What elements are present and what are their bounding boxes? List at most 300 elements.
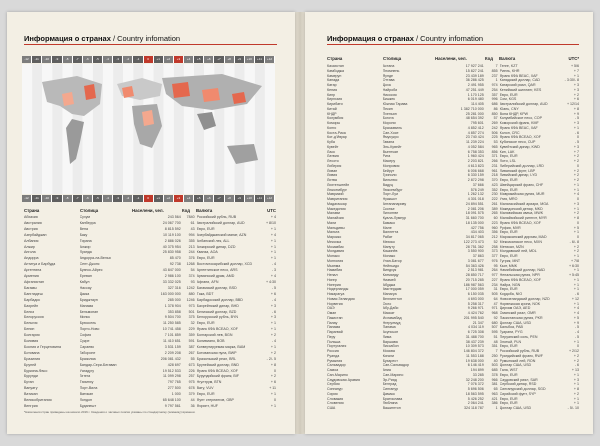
table-cell: Сирийский фунт, SYP: [499, 391, 536, 396]
table-cell: + 7: [573, 149, 579, 154]
table-cell: 37 863: [472, 254, 484, 258]
table-cell: Нуакшот: [382, 197, 397, 201]
table-cell: 10 741 458: [162, 327, 181, 332]
table-cell: - 3:30/- 8: [564, 78, 579, 83]
timezone-cell: -5: [93, 56, 103, 63]
table-cell: Панама: [382, 325, 396, 330]
table-cell: 285 000: [167, 297, 181, 302]
timezone-cell: -7: [73, 195, 83, 202]
table-cell: + 2: [573, 211, 579, 216]
table-cell: + 1: [270, 244, 276, 249]
table-cell: Юань, CNY: [499, 106, 519, 111]
table-cell: Бразилиа: [79, 356, 96, 361]
table-cell: + 1: [573, 372, 579, 377]
table-cell: 6 758 353: [467, 149, 484, 154]
table-cell: Монровия: [382, 163, 400, 168]
left-title-en: / Country infomation: [110, 34, 181, 43]
table-cell: 2 513 981: [467, 268, 484, 273]
table-cell: Малайзийский ринггит, MYR: [499, 216, 547, 220]
table-cell: Малайзия: [327, 216, 344, 220]
table-cell: - 4: [271, 262, 276, 267]
table-cell: Латвия: [327, 154, 339, 159]
table-cell: Конвертируемая марка, BAM: [196, 344, 246, 349]
table-cell: 505: [491, 292, 498, 296]
table-cell: 60: [493, 216, 498, 220]
table-cell: + 2: [573, 353, 579, 358]
table-cell: 234: [491, 282, 498, 287]
table-cell: 9 504 700: [164, 315, 181, 320]
table-cell: 24 894 551: [465, 201, 484, 206]
timezone-cell: -10: [42, 195, 52, 202]
table-cell: Франк КФА BCEAO, XOF: [499, 277, 541, 282]
timezone-cell: +2: [164, 56, 174, 63]
table-cell: Россия: [327, 349, 339, 353]
table-cell: Пакистанская рупия, PKR: [499, 315, 543, 320]
table-cell: 4 052 584: [467, 144, 484, 149]
table-cell: + 6: [270, 291, 276, 296]
timezone-cell: +4: [184, 195, 194, 202]
table-cell: 0: [577, 135, 579, 140]
table-cell: Парагвай: [327, 330, 343, 334]
header-country: Страна: [24, 208, 40, 213]
table-cell: 24 067 700: [162, 220, 181, 225]
table-cell: Нассау: [79, 285, 92, 290]
table-cell: Манагуа: [382, 292, 397, 296]
table-cell: + 3: [573, 377, 579, 382]
table-cell: Метикал, MZN: [499, 244, 524, 249]
table-cell: 1 262 132: [467, 192, 484, 197]
table-cell: 23 439 189: [465, 73, 484, 78]
table-cell: Аргентина: [24, 268, 42, 273]
table-cell: 11 239 224: [466, 140, 484, 144]
table-cell: 64: [493, 296, 498, 301]
table-cell: Лиссабон: [382, 344, 399, 349]
table-cell: - 6/- 8: [569, 239, 579, 244]
table-cell: Баку: [79, 232, 88, 237]
left-page: [7, 12, 295, 434]
table-cell: Евро, EUR: [196, 392, 215, 397]
table-cell: Лихтенштейн: [327, 182, 350, 187]
table-cell: + 5/6: [570, 64, 579, 68]
table-cell: 961: [491, 168, 498, 173]
table-cell: Палау: [327, 320, 338, 325]
table-cell: Кирибати: [327, 102, 343, 106]
timezone-cell: +7: [214, 195, 224, 202]
timezone-cell: -1: [133, 56, 143, 63]
table-cell: Катманду: [382, 273, 399, 277]
table-cell: Азербайджан: [24, 232, 47, 237]
table-cell: 994: [188, 232, 195, 237]
table-cell: 387: [188, 344, 195, 349]
table-cell: + 2: [270, 333, 276, 338]
table-cell: Бельмопан: [79, 309, 99, 314]
table-cell: 31 488 700: [465, 334, 484, 339]
table-cell: 122 273 473: [463, 239, 484, 244]
table-cell: + 1: [270, 226, 276, 231]
table-cell: 379: [188, 392, 195, 397]
world-timezone-map: [22, 64, 275, 194]
table-cell: 10 119 100: [163, 232, 181, 237]
table-cell: Колон, CRC: [499, 130, 520, 135]
table-cell: Панама: [327, 325, 341, 330]
table-cell: Алжирский динар, DZD: [196, 244, 236, 249]
table-cell: + 1: [573, 73, 579, 78]
table-cell: + 1: [573, 125, 579, 130]
table-cell: КНДР: [327, 111, 337, 116]
table-cell: 38 437 239: [465, 339, 484, 344]
table-cell: Афгани, AFN: [196, 279, 219, 284]
timezone-cell: +10: [245, 195, 255, 202]
timezone-stripe: [103, 64, 113, 194]
table-cell: Норвежская крона, NOK: [499, 301, 541, 306]
table-cell: Руандийский франк, RWF: [499, 353, 543, 358]
table-cell: 92 738: [169, 262, 181, 267]
table-cell: + 7: [573, 68, 579, 73]
table-cell: 507: [491, 325, 498, 330]
table-cell: 389: [491, 206, 498, 211]
table-cell: Евро, EUR: [499, 92, 518, 97]
table-cell: 43 847 000: [162, 268, 181, 273]
table-cell: Румыния: [327, 358, 343, 363]
table-cell: 0: [274, 398, 276, 403]
table-cell: 352: [491, 187, 498, 192]
table-cell: 973: [188, 303, 195, 308]
table-cell: + 1: [573, 182, 579, 187]
table-cell: Китай: [327, 106, 337, 111]
table-cell: Кабул: [79, 279, 90, 284]
table-cell: Бандар-Сери-Бегаван: [79, 362, 117, 367]
table-cell: Найроби: [382, 87, 398, 92]
table-cell: Боливия: [24, 339, 39, 344]
table-cell: Така, BDT: [196, 291, 214, 296]
left-country-table: [24, 215, 276, 409]
table-cell: 386: [491, 401, 498, 406]
table-cell: Вадуц: [382, 182, 393, 187]
table-cell: Новозеландский доллар, NZD: [499, 296, 550, 301]
table-cell: Армения: [24, 274, 39, 279]
table-cell: Ангола: [24, 250, 36, 255]
table-cell: Богота: [382, 116, 394, 121]
table-cell: Малавийская квача, MWK: [499, 211, 544, 216]
table-cell: - 5: [574, 334, 579, 339]
table-cell: 0: [274, 368, 276, 373]
table-cell: Луанда: [79, 250, 92, 255]
table-cell: + 2/12: [568, 349, 579, 353]
header-capital: Столица: [383, 56, 402, 61]
table-cell: Тхимпху: [79, 380, 94, 385]
table-cell: Сингапур: [327, 387, 343, 391]
table-cell: Брюссель: [79, 321, 97, 326]
table-cell: - 6: [271, 309, 276, 314]
table-cell: Барбадос: [24, 297, 41, 302]
table-cell: Фунт стерлингов, GBP: [196, 398, 234, 403]
table-cell: 15 827 241: [465, 68, 484, 73]
timezone-stripe: [255, 64, 265, 194]
table-cell: Кванза, AOA: [196, 250, 218, 255]
table-cell: 373: [491, 249, 498, 254]
table-cell: 114 405: [471, 102, 484, 106]
table-cell: Евро, EUR: [499, 401, 518, 406]
table-cell: 4 424 762: [467, 311, 484, 315]
table-cell: + 8/10: [265, 220, 276, 225]
table-cell: + 1: [573, 396, 579, 401]
table-cell: Конго: [327, 125, 337, 130]
table-cell: Евро, EUR: [499, 254, 518, 258]
table-cell: Пакистан: [327, 315, 343, 320]
table-cell: Никосия: [382, 92, 397, 97]
table-cell: 2 081 206: [467, 206, 484, 211]
header-population: Населени, чел.: [132, 208, 164, 213]
table-cell: - 2/- 5: [266, 356, 276, 361]
table-cell: Саудовский риял, SAR: [499, 377, 538, 382]
table-cell: 673: [188, 362, 195, 367]
table-cell: Маскат: [382, 311, 395, 315]
table-cell: Малагасийский ариари, MGA: [499, 201, 549, 206]
table-cell: 51: [493, 334, 498, 339]
table-cell: Уагадугу: [79, 368, 95, 373]
table-cell: Алжир: [79, 244, 91, 249]
table-cell: Нидерланды: [327, 287, 349, 292]
table-cell: 43: [190, 226, 195, 231]
table-cell: 378: [491, 372, 498, 377]
table-cell: Братислава: [382, 396, 403, 401]
table-cell: 0: [577, 197, 579, 201]
table-cell: Ватикан: [24, 392, 38, 397]
table-cell: - 5: [574, 116, 579, 121]
timezone-cell: -11: [32, 56, 42, 63]
table-cell: Кубинское песо, CUP: [499, 140, 536, 144]
left-title-rule: [24, 44, 277, 45]
table-cell: Маврикий: [327, 192, 344, 197]
table-cell: Молдавский лей, MDL: [499, 249, 537, 254]
table-cell: Лоти, LSL: [499, 159, 516, 163]
table-cell: - 5: [574, 325, 579, 330]
table-cell: Злотый, PLN: [499, 339, 522, 344]
table-cell: Гуарани, PYG: [499, 330, 523, 334]
table-cell: Люксембург: [382, 187, 403, 192]
table-cell: Нейпьидо: [382, 263, 400, 268]
table-cell: 40: [493, 358, 498, 363]
table-cell: 966: [491, 377, 498, 382]
footnote: *Населения стран приведены на начало 2016 г. Сведения о часовых поясах указаны по стандартному (зимнему) времени.: [24, 410, 196, 414]
table-cell: Литва: [327, 178, 337, 182]
table-cell: 1: [495, 78, 498, 83]
table-cell: 85 470: [169, 256, 181, 261]
timezone-cell: +12: [265, 195, 275, 202]
table-cell: Колумбия: [327, 116, 344, 121]
table-cell: 258: [491, 244, 498, 249]
table-cell: Ереван: [79, 274, 92, 279]
table-cell: 265: [491, 211, 498, 216]
table-cell: + 1: [573, 268, 579, 273]
timezone-cell: +3: [174, 195, 184, 202]
table-cell: Сан-Сальвадор: [382, 363, 409, 368]
table-cell: Румынский лей, RON: [499, 358, 536, 363]
table-cell: 591: [188, 339, 195, 344]
table-cell: Великобритания: [24, 398, 52, 403]
timezone-cell: 0: [144, 56, 154, 63]
table-cell: Евро, EUR: [499, 344, 518, 349]
table-cell: + 1: [270, 327, 276, 332]
table-cell: Кения: [327, 87, 338, 92]
table-cell: + 1: [573, 187, 579, 192]
table-cell: Южная Тарава: [382, 102, 408, 106]
timezone-cell: -1: [133, 195, 143, 202]
table-cell: 2 064 241: [467, 401, 484, 406]
table-cell: - 6: [574, 363, 579, 368]
table-cell: Ямусукро: [382, 135, 399, 140]
table-cell: Белизский доллар, BZD: [196, 309, 237, 314]
table-cell: 28 850 717: [465, 273, 484, 277]
table-cell: 685: [491, 368, 498, 372]
table-cell: ОАЭ: [327, 306, 335, 311]
table-cell: Ботсвана: [24, 350, 40, 355]
header-code: Код: [485, 56, 493, 61]
table-cell: 850: [491, 111, 498, 116]
timezone-cell: -10: [42, 56, 52, 63]
table-cell: + 12: [571, 296, 579, 301]
table-cell: Евро, EUR: [499, 230, 518, 235]
table-cell: 254: [491, 87, 498, 92]
table-cell: Кот-д'Ивуар: [327, 135, 347, 140]
table-cell: 146 804 372: [463, 349, 484, 353]
table-cell: Руанда: [327, 353, 340, 358]
table-cell: 427 756: [470, 225, 484, 230]
table-cell: Габороне: [79, 350, 96, 355]
table-cell: 54 363 426: [465, 263, 484, 268]
table-cell: 2 986 100: [164, 274, 181, 279]
table-cell: Ливанский фунт, LBP: [499, 168, 535, 173]
table-cell: + 2: [270, 350, 276, 355]
table-cell: 576 249: [470, 187, 484, 192]
table-cell: Сальвадор: [327, 363, 346, 368]
table-cell: + 8: [270, 362, 276, 367]
table-cell: Мозамбик: [327, 244, 344, 249]
table-cell: 226: [188, 368, 195, 373]
table-cell: + 1: [270, 238, 276, 243]
table-cell: + 4:30: [265, 279, 276, 284]
table-cell: Евро, EUR: [499, 178, 518, 182]
table-cell: 65: [493, 387, 498, 391]
table-cell: Лондон: [79, 398, 92, 403]
table-cell: 856: [491, 149, 498, 154]
table-cell: Гитега: [79, 374, 91, 379]
table-cell: - 4: [574, 330, 579, 334]
table-cell: Риель, KHR: [499, 68, 520, 73]
table-cell: Бахрейнский динар, BHD: [196, 303, 239, 308]
timezone-cell: +11: [255, 56, 265, 63]
table-cell: + 4: [270, 215, 276, 219]
table-cell: Оманский риал, OMR: [499, 311, 536, 315]
table-cell: Белград: [382, 382, 397, 387]
table-cell: 1: [495, 406, 498, 410]
table-cell: Руфия, MVR: [499, 225, 521, 230]
table-cell: Австрия: [24, 226, 38, 231]
table-cell: 32 248 200: [465, 377, 484, 382]
table-cell: Осло: [382, 301, 392, 306]
table-cell: Монако: [382, 254, 396, 258]
table-cell: Бразильский реал, BRL: [196, 356, 237, 361]
table-cell: 95: [493, 263, 498, 268]
timezone-cell: +10: [245, 56, 255, 63]
table-cell: 229: [188, 327, 195, 332]
table-cell: + 11: [269, 386, 276, 391]
timezone-cell: -9: [52, 195, 62, 202]
left-table-header: [24, 208, 276, 213]
table-cell: - 4: [271, 339, 276, 344]
table-cell: Андорра-ла-Велья: [79, 256, 111, 261]
table-cell: 2 886 026: [164, 238, 181, 243]
table-cell: 4 301 018: [467, 197, 484, 201]
table-cell: + 7/8: [570, 258, 579, 263]
table-cell: 421: [491, 396, 498, 401]
table-cell: 33 332 025: [162, 279, 181, 284]
table-cell: Белорусский рубль, BYN: [196, 315, 238, 320]
table-cell: Улан-Батор: [382, 258, 402, 263]
table-cell: 242: [491, 125, 498, 130]
timezone-cell: 0: [144, 195, 154, 202]
table-cell: Кигали: [382, 353, 394, 358]
table-cell: 53: [493, 140, 498, 144]
table-cell: 976: [491, 258, 498, 263]
table-cell: 47: [493, 301, 498, 306]
table-cell: + 1: [573, 301, 579, 306]
table-cell: Ливия: [327, 173, 338, 178]
table-cell: Казахстан: [327, 64, 344, 68]
table-cell: 54: [190, 268, 195, 273]
table-cell: Евро, EUR: [499, 372, 518, 377]
table-cell: Бриджтаун: [79, 297, 98, 302]
table-cell: 357: [491, 92, 498, 97]
right-country-table: [327, 64, 579, 424]
table-cell: 503: [491, 363, 498, 368]
table-cell: + 13: [571, 368, 579, 372]
timezone-cell: -3: [113, 56, 123, 63]
table-cell: Австралия: [24, 220, 42, 225]
table-cell: + 3: [573, 144, 579, 149]
table-cell: Франк КФА BCEAO, XOF: [196, 368, 238, 373]
table-cell: Албанский лек, ALL: [196, 238, 230, 243]
table-cell: Намибийский доллар, NAD: [499, 268, 545, 273]
table-cell: 1268: [186, 262, 195, 267]
table-cell: + 2: [573, 159, 579, 163]
table-cell: Коморы: [327, 121, 341, 125]
table-cell: Триполи: [382, 173, 397, 178]
table-cell: 194 899: [470, 368, 484, 372]
table-cell: + 2: [573, 154, 579, 159]
table-cell: Тала, WST: [499, 368, 518, 372]
timezone-cell: +2: [164, 195, 174, 202]
table-cell: 6 146 419: [467, 363, 484, 368]
table-cell: 374: [188, 274, 195, 279]
table-cell: 9 797 561: [164, 404, 181, 408]
table-cell: Кувейт: [327, 144, 339, 149]
table-cell: Самоа: [327, 368, 339, 372]
table-cell: 7840: [186, 215, 195, 219]
table-cell: Эр-Рияд: [382, 377, 397, 382]
table-cell: 1 960 424: [467, 154, 484, 159]
header-code: Код: [182, 208, 190, 213]
table-cell: + 2: [573, 92, 579, 97]
table-cell: 376: [188, 256, 195, 261]
table-cell: Астана: [382, 64, 395, 68]
table-cell: Сербский динар, RSD: [499, 382, 537, 387]
table-cell: Албания: [24, 238, 39, 243]
table-cell: 19 512 533: [162, 368, 181, 373]
table-cell: + 6: [573, 97, 579, 102]
right-page: [305, 12, 593, 434]
table-cell: 18 091 575: [465, 211, 484, 216]
